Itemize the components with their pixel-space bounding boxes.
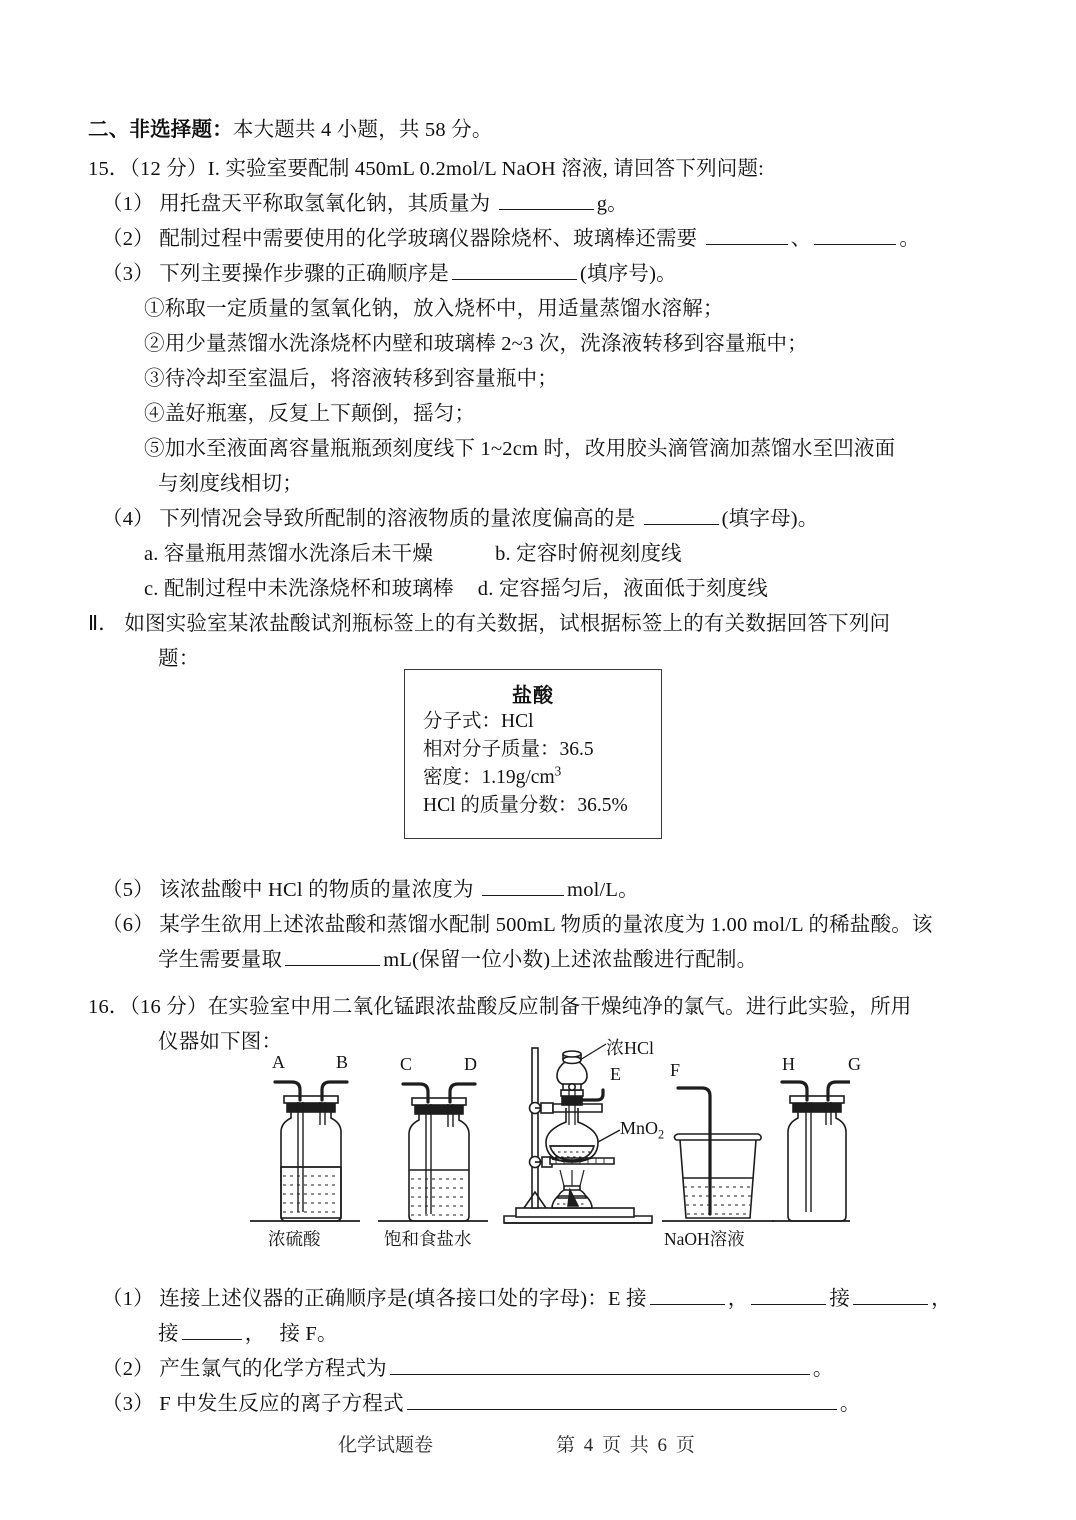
answer-blank-16-1a[interactable] xyxy=(650,1285,725,1305)
answer-blank-15-2b[interactable] xyxy=(814,225,896,245)
part2-marker: Ⅱ． xyxy=(88,613,119,635)
option-c[interactable]: c. 配制过程中未洗涤烧杯和玻璃棒 xyxy=(144,578,454,600)
mass-value: 36.5 xyxy=(559,739,594,760)
collecting-bottle xyxy=(772,1082,850,1221)
formula-value: HCl xyxy=(501,711,534,732)
option-d[interactable]: d. 定容摇匀后，液面低于刻度线 xyxy=(477,578,768,600)
step-item-2: ②用少量蒸馏水洗涤烧杯内壁和玻璃棒 2~3 次，洗涤液转移到容量瓶中； xyxy=(144,333,808,355)
item-5-unit: mol/L。 xyxy=(567,879,639,901)
question-16-number: 16． xyxy=(88,996,130,1018)
item-2-label: （2） xyxy=(102,228,154,250)
question-15-item-6 xyxy=(88,908,1008,943)
step-item-1: ①称取一定质量的氢氧化钠，放入烧杯中，用适量蒸馏水溶解； xyxy=(144,298,724,320)
reagent-label-row-mass xyxy=(405,736,661,764)
mass-key: 相对分子质量： xyxy=(423,739,560,760)
port-label-E: E xyxy=(610,1064,621,1084)
answer-blank-15-3[interactable] xyxy=(452,260,577,280)
section-heading xyxy=(88,112,1008,149)
step-item-5-cont: 与刻度线相切； xyxy=(158,473,303,495)
liquid-hatch xyxy=(283,1176,339,1212)
question-16-score: （16 分） xyxy=(129,996,208,1018)
port-label-C: C xyxy=(400,1054,413,1074)
q16-item-2-text: 产生氯气的化学方程式为 xyxy=(159,1358,387,1380)
annotation-mno2: MnO$_2$ xyxy=(620,1118,665,1142)
question-15-part2-stem xyxy=(88,607,1008,642)
question-15-part1-marker: I. xyxy=(207,158,221,180)
answer-blank-15-4[interactable] xyxy=(644,505,719,525)
item-1-unit: g。 xyxy=(596,193,628,215)
answer-blank-16-1c[interactable] xyxy=(853,1285,928,1305)
footer-paper-title: 化学试题卷 xyxy=(338,1435,434,1456)
density-value: 1.19g/cm xyxy=(481,767,555,788)
question-15-item-2 xyxy=(88,222,1008,257)
step-item-5: ⑤加水至液面离容量瓶瓶颈刻度线下 1~2cm 时，改用胶头滴管滴加蒸馏水至凹液面 xyxy=(144,438,896,460)
caption-brine: 饱和食盐水 xyxy=(384,1229,472,1249)
formula-key: 分子式： xyxy=(423,711,502,732)
item-3-text: 下列主要操作步骤的正确顺序是 xyxy=(159,263,449,285)
item-5-label: （5） xyxy=(102,879,154,901)
item-4-end: (填字母)。 xyxy=(721,508,819,530)
port-label-H: H xyxy=(782,1054,795,1074)
item-6-line2-before: 学生需要量取 xyxy=(158,949,283,971)
answer-blank-16-1b[interactable] xyxy=(751,1285,826,1305)
question-15-item-6-line2 xyxy=(88,943,1008,978)
reagent-label-title: 盐酸 xyxy=(512,685,554,707)
reagent-label-row-density xyxy=(405,764,661,792)
item-2-text: 配制过程中需要使用的化学玻璃仪器除烧杯、玻璃棒还需要 xyxy=(159,228,698,250)
wash-bottle-sulfuric xyxy=(250,1082,360,1221)
question-16-item-3 xyxy=(88,1387,1008,1422)
q16-item-2-label: （2） xyxy=(102,1358,154,1380)
q16-item-2-end: 。 xyxy=(812,1358,834,1380)
item-6-label: （6） xyxy=(102,914,154,936)
item-4-text: 下列情况会导致所配制的溶液物质的量浓度偏高的是 xyxy=(159,508,636,530)
q16-item-1-line2c: 接 F。 xyxy=(279,1323,338,1345)
percent-key: HCl 的质量分数： xyxy=(423,795,578,816)
q16-item-3-text: F 中发生反应的离子方程式 xyxy=(159,1393,404,1415)
apparatus-figure xyxy=(250,1030,861,1252)
question-16-stem xyxy=(88,990,1008,1025)
port-label-B: B xyxy=(336,1052,349,1072)
q16-item-1-line2a: 接 xyxy=(158,1323,179,1345)
q16-item-3-label: （3） xyxy=(102,1393,154,1415)
item-2-sep: 、 xyxy=(790,228,812,250)
item-6-line1: 某学生欲用上述浓盐酸和蒸馏水配制 500mL 物质的量浓度为 1.00 mol/L 的稀盐酸。该 xyxy=(159,914,933,936)
question-15-item-4-options-row-2 xyxy=(88,572,1008,607)
answer-blank-16-1d[interactable] xyxy=(182,1320,242,1340)
caption-naoh-solution: NaOH溶液 xyxy=(664,1229,745,1249)
port-label-A: A xyxy=(272,1052,285,1072)
step-item-4: ④盖好瓶塞，反复上下颠倒，摇匀； xyxy=(144,403,476,425)
q16-item-1-line1a: 连接上述仪器的正确顺序是(填各接口处的字母)：E 接 xyxy=(159,1288,647,1310)
reagent-label-row-formula xyxy=(405,708,661,736)
question-15-item-1 xyxy=(88,187,1008,222)
item-1-label: （1） xyxy=(102,193,154,215)
density-exponent: 3 xyxy=(554,763,562,779)
q16-item-1-sep3: ， xyxy=(244,1323,266,1345)
option-a[interactable]: a. 容量瓶用蒸馏水洗涤后未干燥 xyxy=(144,543,434,565)
option-b[interactable]: b. 定容时俯视刻度线 xyxy=(495,543,682,565)
answer-blank-16-2[interactable] xyxy=(390,1355,810,1375)
percent-value: 36.5% xyxy=(577,795,628,816)
answer-blank-15-2a[interactable] xyxy=(706,225,788,245)
item-1-text: 用托盘天平称取氢氧化钠，其质量为 xyxy=(159,193,491,215)
question-15-item-4-options-row-1 xyxy=(88,537,1008,572)
item-3-label: （3） xyxy=(102,263,154,285)
reagent-label-box xyxy=(404,669,662,839)
question-15-stem-text: 实验室要配制 450mL 0.2mol/L NaOH 溶液, 请回答下列问题: xyxy=(225,158,765,180)
q16-item-1-sep1: ， xyxy=(727,1288,749,1310)
question-16-item-1 xyxy=(88,1282,1008,1317)
question-15-number: 15． xyxy=(88,158,130,180)
question-16-stem-line2: 仪器如下图： xyxy=(158,1031,283,1053)
item-2-end: 。 xyxy=(899,228,921,250)
answer-blank-15-1[interactable] xyxy=(499,190,594,210)
wash-bottle-brine xyxy=(378,1084,488,1221)
beaker-naoh xyxy=(662,1088,774,1221)
footer-page-number: 第 4 页 共 6 页 xyxy=(556,1435,697,1456)
question-15-item-3 xyxy=(88,257,1008,292)
q16-item-1-label: （1） xyxy=(102,1288,154,1310)
answer-blank-16-3[interactable] xyxy=(407,1390,837,1410)
annotation-concentrated-hcl: 浓HCl xyxy=(606,1038,655,1058)
question-15-stem xyxy=(88,152,1008,187)
question-16-item-1-line2 xyxy=(88,1317,1008,1352)
question-15-item-5 xyxy=(88,873,1008,908)
part2-stem-line1: 如图实验室某浓盐酸试剂瓶标签上的有关数据，试根据标签上的有关数据回答下列问 xyxy=(124,613,891,635)
reagent-label-row-percent xyxy=(405,792,661,820)
item-3-end: (填序号)。 xyxy=(580,263,677,285)
question-15-score: （12 分） xyxy=(129,158,208,180)
item-6-line2-after: mL(保留一位小数)上述浓盐酸进行配制。 xyxy=(383,949,758,971)
density-key: 密度： xyxy=(423,767,482,788)
step-item-3: ③待冷却至室温后，将溶液转移到容量瓶中； xyxy=(144,368,558,390)
answer-blank-15-6[interactable] xyxy=(285,946,380,966)
question-16-stem-line1: 在实验室中用二氧化锰跟浓盐酸反应制备干燥纯净的氯气。进行此实验，所用 xyxy=(207,996,912,1018)
section-heading-bold: 二、非选择题： xyxy=(88,119,233,141)
part2-stem-line2: 题： xyxy=(158,648,200,670)
question-15-item-4 xyxy=(88,502,1008,537)
item-4-label: （4） xyxy=(102,508,154,530)
answer-blank-15-5[interactable] xyxy=(482,876,564,896)
port-label-D: D xyxy=(464,1054,477,1074)
port-label-G: G xyxy=(848,1054,861,1074)
section-heading-rest: 本大题共 4 小题，共 58 分。 xyxy=(232,119,493,141)
caption-sulfuric-acid: 浓硫酸 xyxy=(268,1229,321,1249)
q16-item-1-join: 接 xyxy=(829,1288,851,1310)
item-5-text: 该浓盐酸中 HCl 的物质的量浓度为 xyxy=(159,879,474,901)
port-label-F: F xyxy=(670,1060,681,1080)
q16-item-1-sep2: ， xyxy=(931,1288,952,1310)
question-16-item-2 xyxy=(88,1352,1008,1387)
q16-item-3-end: 。 xyxy=(839,1393,861,1415)
